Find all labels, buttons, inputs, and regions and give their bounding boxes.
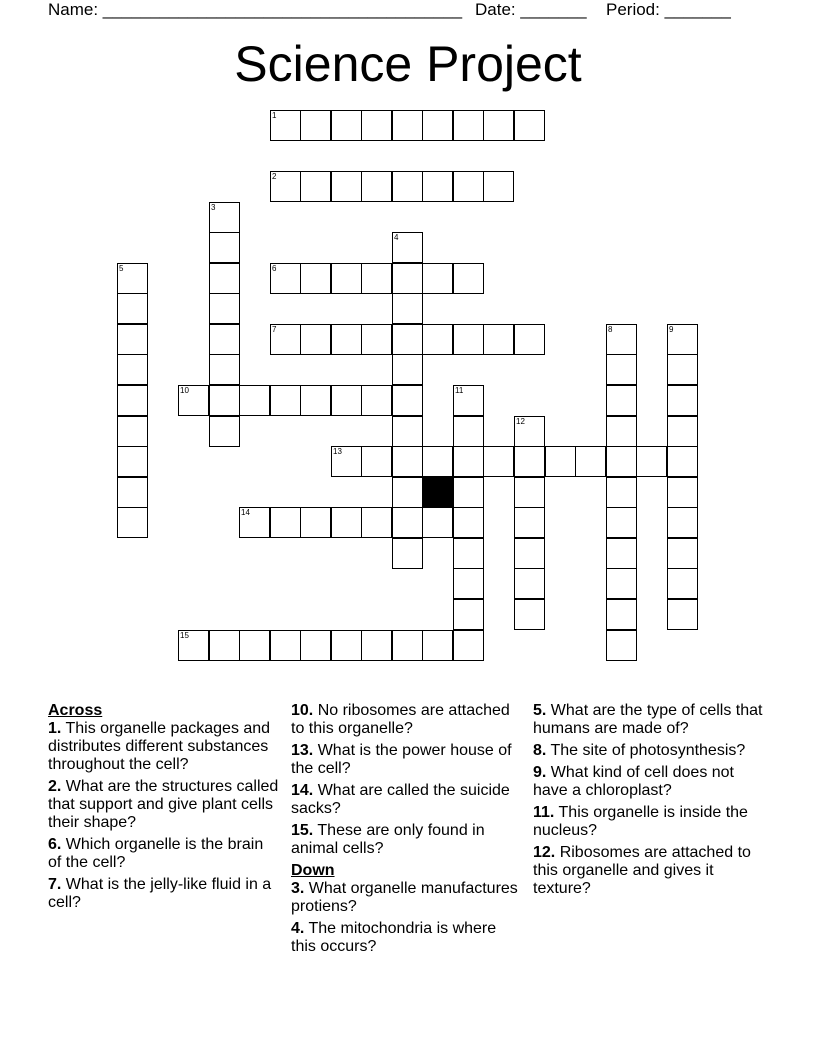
grid-cell[interactable] — [422, 446, 453, 477]
grid-cell[interactable] — [514, 477, 545, 508]
date-field: Date: _______ — [475, 0, 587, 19]
clue-item — [291, 702, 523, 738]
grid-cell[interactable] — [361, 110, 392, 141]
clue-number: 2. — [48, 778, 62, 795]
clue-number: 7. — [48, 876, 62, 893]
grid-cell[interactable] — [239, 630, 270, 661]
grid-cell[interactable] — [361, 263, 392, 294]
page-title: Science Project — [234, 36, 582, 92]
clue-number-label: 1 — [272, 111, 277, 120]
grid-cell[interactable] — [117, 507, 148, 538]
grid-cell[interactable] — [606, 599, 637, 630]
clue-text: What organelle manufactures protiens? — [291, 880, 518, 915]
clue-number: 12. — [533, 844, 556, 861]
grid-cell[interactable] — [392, 171, 423, 202]
grid-cell[interactable] — [209, 385, 240, 416]
grid-cell[interactable] — [636, 446, 667, 477]
clue-number-label: 4 — [394, 233, 399, 242]
grid-cell[interactable] — [667, 446, 698, 477]
grid-cell[interactable] — [270, 630, 301, 661]
grid-cell[interactable] — [606, 354, 637, 385]
clue-text: The mitochondria is where this occurs? — [291, 920, 497, 955]
grid-cell[interactable] — [483, 324, 514, 355]
grid-cell[interactable] — [483, 110, 514, 141]
grid-cell[interactable] — [392, 354, 423, 385]
grid-cell[interactable] — [209, 354, 240, 385]
clue-text: Ribosomes are attached to this organelle and gives it texture? — [533, 844, 751, 897]
clue-text: What is the power house of the cell? — [291, 742, 512, 777]
clue-number-label: 8 — [608, 325, 613, 334]
clue-text: What are the type of cells that humans are made of? — [533, 702, 763, 737]
grid-cell[interactable] — [453, 446, 484, 477]
clue-item — [48, 876, 280, 912]
clues-column-3 — [533, 702, 765, 902]
grid-cell[interactable] — [361, 171, 392, 202]
clue-number-label: 10 — [180, 386, 189, 395]
clue-text: These are only found in animal cells? — [291, 822, 485, 857]
clue-text: Which organelle is the brain of the cell? — [48, 836, 264, 871]
grid-cell[interactable] — [514, 324, 545, 355]
grid-cell[interactable] — [453, 538, 484, 569]
grid-cell[interactable] — [483, 171, 514, 202]
clue-number-label: 2 — [272, 172, 277, 181]
clue-number-label: 15 — [180, 631, 189, 640]
grid-cell[interactable] — [545, 446, 576, 477]
grid-cell[interactable] — [270, 385, 301, 416]
clue-item — [48, 720, 280, 774]
grid-cell[interactable] — [117, 477, 148, 508]
clue-text: What are called the suicide sacks? — [291, 782, 510, 817]
grid-cell[interactable] — [361, 630, 392, 661]
grid-cell[interactable] — [422, 507, 453, 538]
grid-cell[interactable] — [392, 293, 423, 324]
grid-cell[interactable] — [606, 385, 637, 416]
clue-text: What is the jelly-like fluid in a cell? — [48, 876, 272, 911]
grid-cell[interactable] — [453, 568, 484, 599]
clue-number: 4. — [291, 920, 305, 937]
grid-cell[interactable] — [392, 324, 423, 355]
clue-item — [291, 880, 523, 916]
grid-cell[interactable] — [361, 385, 392, 416]
grid-cell[interactable] — [514, 446, 545, 477]
grid-cell[interactable] — [453, 171, 484, 202]
grid-cell[interactable] — [514, 110, 545, 141]
grid-cell[interactable] — [667, 599, 698, 630]
clue-item — [291, 742, 523, 778]
grid-cell[interactable] — [300, 263, 331, 294]
clue-item — [291, 822, 523, 858]
grid-cell[interactable] — [270, 507, 301, 538]
grid-cell[interactable] — [209, 630, 240, 661]
grid-cell[interactable] — [483, 446, 514, 477]
grid-cell[interactable] — [361, 446, 392, 477]
clue-number-label: 6 — [272, 264, 277, 273]
clue-text: What are the structures called that support and give plant cells their shape? — [48, 778, 279, 831]
grid-cell[interactable] — [667, 538, 698, 569]
grid-cell[interactable] — [209, 232, 240, 263]
grid-cell-black — [422, 477, 453, 508]
grid-cell[interactable] — [422, 630, 453, 661]
grid-cell[interactable] — [117, 446, 148, 477]
grid-cell[interactable] — [422, 110, 453, 141]
grid-cell[interactable] — [667, 385, 698, 416]
grid-cell[interactable] — [606, 416, 637, 447]
clue-number-label: 12 — [516, 417, 525, 426]
clue-number-label: 3 — [211, 203, 216, 212]
clue-number-label: 5 — [119, 264, 124, 273]
clue-number-label: 7 — [272, 325, 277, 334]
grid-cell[interactable] — [514, 599, 545, 630]
grid-cell[interactable] — [606, 538, 637, 569]
clue-number: 11. — [533, 804, 555, 821]
clue-number: 10. — [291, 702, 314, 719]
clue-number: 9. — [533, 764, 547, 781]
clue-item — [48, 836, 280, 872]
grid-cell[interactable] — [117, 293, 148, 324]
grid-cell[interactable] — [331, 110, 362, 141]
grid-cell[interactable] — [453, 263, 484, 294]
grid-cell[interactable] — [331, 324, 362, 355]
clue-text: This organelle is inside the nucleus? — [533, 804, 748, 839]
grid-cell[interactable] — [331, 630, 362, 661]
clue-number: 15. — [291, 822, 314, 839]
clue-item — [533, 844, 765, 898]
clue-number-label: 13 — [333, 447, 342, 456]
grid-cell[interactable] — [392, 507, 423, 538]
grid-cell[interactable] — [606, 568, 637, 599]
grid-cell[interactable] — [453, 599, 484, 630]
clue-item — [291, 920, 523, 956]
clue-number: 14. — [291, 782, 314, 799]
grid-cell[interactable] — [453, 507, 484, 538]
grid-cell[interactable] — [422, 171, 453, 202]
grid-cell[interactable] — [667, 507, 698, 538]
grid-cell[interactable] — [606, 477, 637, 508]
grid-cell[interactable] — [300, 507, 331, 538]
grid-cell[interactable] — [606, 507, 637, 538]
period-field: Period: _______ — [606, 0, 731, 19]
grid-cell[interactable] — [331, 507, 362, 538]
grid-cell[interactable] — [453, 324, 484, 355]
clues-column-2 — [291, 702, 523, 960]
grid-cell[interactable] — [575, 446, 606, 477]
grid-cell[interactable] — [209, 324, 240, 355]
grid-cell[interactable] — [422, 263, 453, 294]
grid-cell[interactable] — [392, 385, 423, 416]
grid-cell[interactable] — [239, 385, 270, 416]
grid-cell[interactable] — [453, 110, 484, 141]
clue-text: No ribosomes are attached to this organelle? — [291, 702, 510, 737]
grid-cell[interactable] — [392, 446, 423, 477]
clue-number: 13. — [291, 742, 314, 759]
grid-cell[interactable] — [392, 416, 423, 447]
grid-cell[interactable] — [117, 354, 148, 385]
grid-cell[interactable] — [667, 477, 698, 508]
grid-cell[interactable] — [300, 324, 331, 355]
grid-cell[interactable] — [667, 354, 698, 385]
grid-cell[interactable] — [300, 385, 331, 416]
clue-text: The site of photosynthesis? — [546, 742, 746, 759]
grid-cell[interactable] — [422, 324, 453, 355]
grid-cell[interactable] — [209, 293, 240, 324]
grid-cell[interactable] — [117, 416, 148, 447]
grid-cell[interactable] — [331, 385, 362, 416]
grid-cell[interactable] — [392, 477, 423, 508]
clue-text: What kind of cell does not have a chloroplast? — [533, 764, 734, 799]
grid-cell[interactable] — [667, 416, 698, 447]
grid-cell[interactable] — [514, 538, 545, 569]
clue-number: 6. — [48, 836, 62, 853]
grid-cell[interactable] — [606, 630, 637, 661]
grid-cell[interactable] — [667, 568, 698, 599]
clue-number-label: 9 — [669, 325, 674, 334]
grid-cell[interactable] — [209, 263, 240, 294]
clues-column-1 — [48, 702, 280, 916]
clue-number: 5. — [533, 702, 547, 719]
grid-cell[interactable] — [514, 507, 545, 538]
grid-cell[interactable] — [392, 110, 423, 141]
clue-number: 3. — [291, 880, 305, 897]
grid-cell[interactable] — [331, 171, 362, 202]
across-heading: Across — [48, 702, 103, 719]
grid-cell[interactable] — [392, 630, 423, 661]
clue-item — [533, 742, 765, 760]
clue-number: 8. — [533, 742, 547, 759]
grid-cell[interactable] — [361, 507, 392, 538]
grid-cell[interactable] — [117, 324, 148, 355]
clue-text: This organelle packages and distributes different substances throughout the cell? — [48, 720, 271, 773]
grid-cell[interactable] — [606, 446, 637, 477]
grid-cell[interactable] — [117, 385, 148, 416]
grid-cell[interactable] — [392, 263, 423, 294]
clue-number-label: 14 — [241, 508, 250, 517]
grid-cell[interactable] — [392, 538, 423, 569]
name-field: Name: ______________________________________ — [48, 0, 463, 19]
grid-cell[interactable] — [514, 568, 545, 599]
grid-cell[interactable] — [453, 630, 484, 661]
clue-item — [291, 782, 523, 818]
clue-item — [48, 778, 280, 832]
grid-cell[interactable] — [361, 324, 392, 355]
grid-cell[interactable] — [300, 171, 331, 202]
grid-cell[interactable] — [209, 416, 240, 447]
grid-cell[interactable] — [453, 477, 484, 508]
clue-item — [533, 702, 765, 738]
clue-number: 1. — [48, 720, 62, 737]
clue-number-label: 11 — [455, 386, 464, 395]
down-heading: Down — [291, 862, 335, 879]
grid-cell[interactable] — [453, 416, 484, 447]
clue-item — [533, 804, 765, 840]
grid-cell[interactable] — [331, 263, 362, 294]
clue-item — [533, 764, 765, 800]
grid-cell[interactable] — [300, 630, 331, 661]
grid-cell[interactable] — [300, 110, 331, 141]
